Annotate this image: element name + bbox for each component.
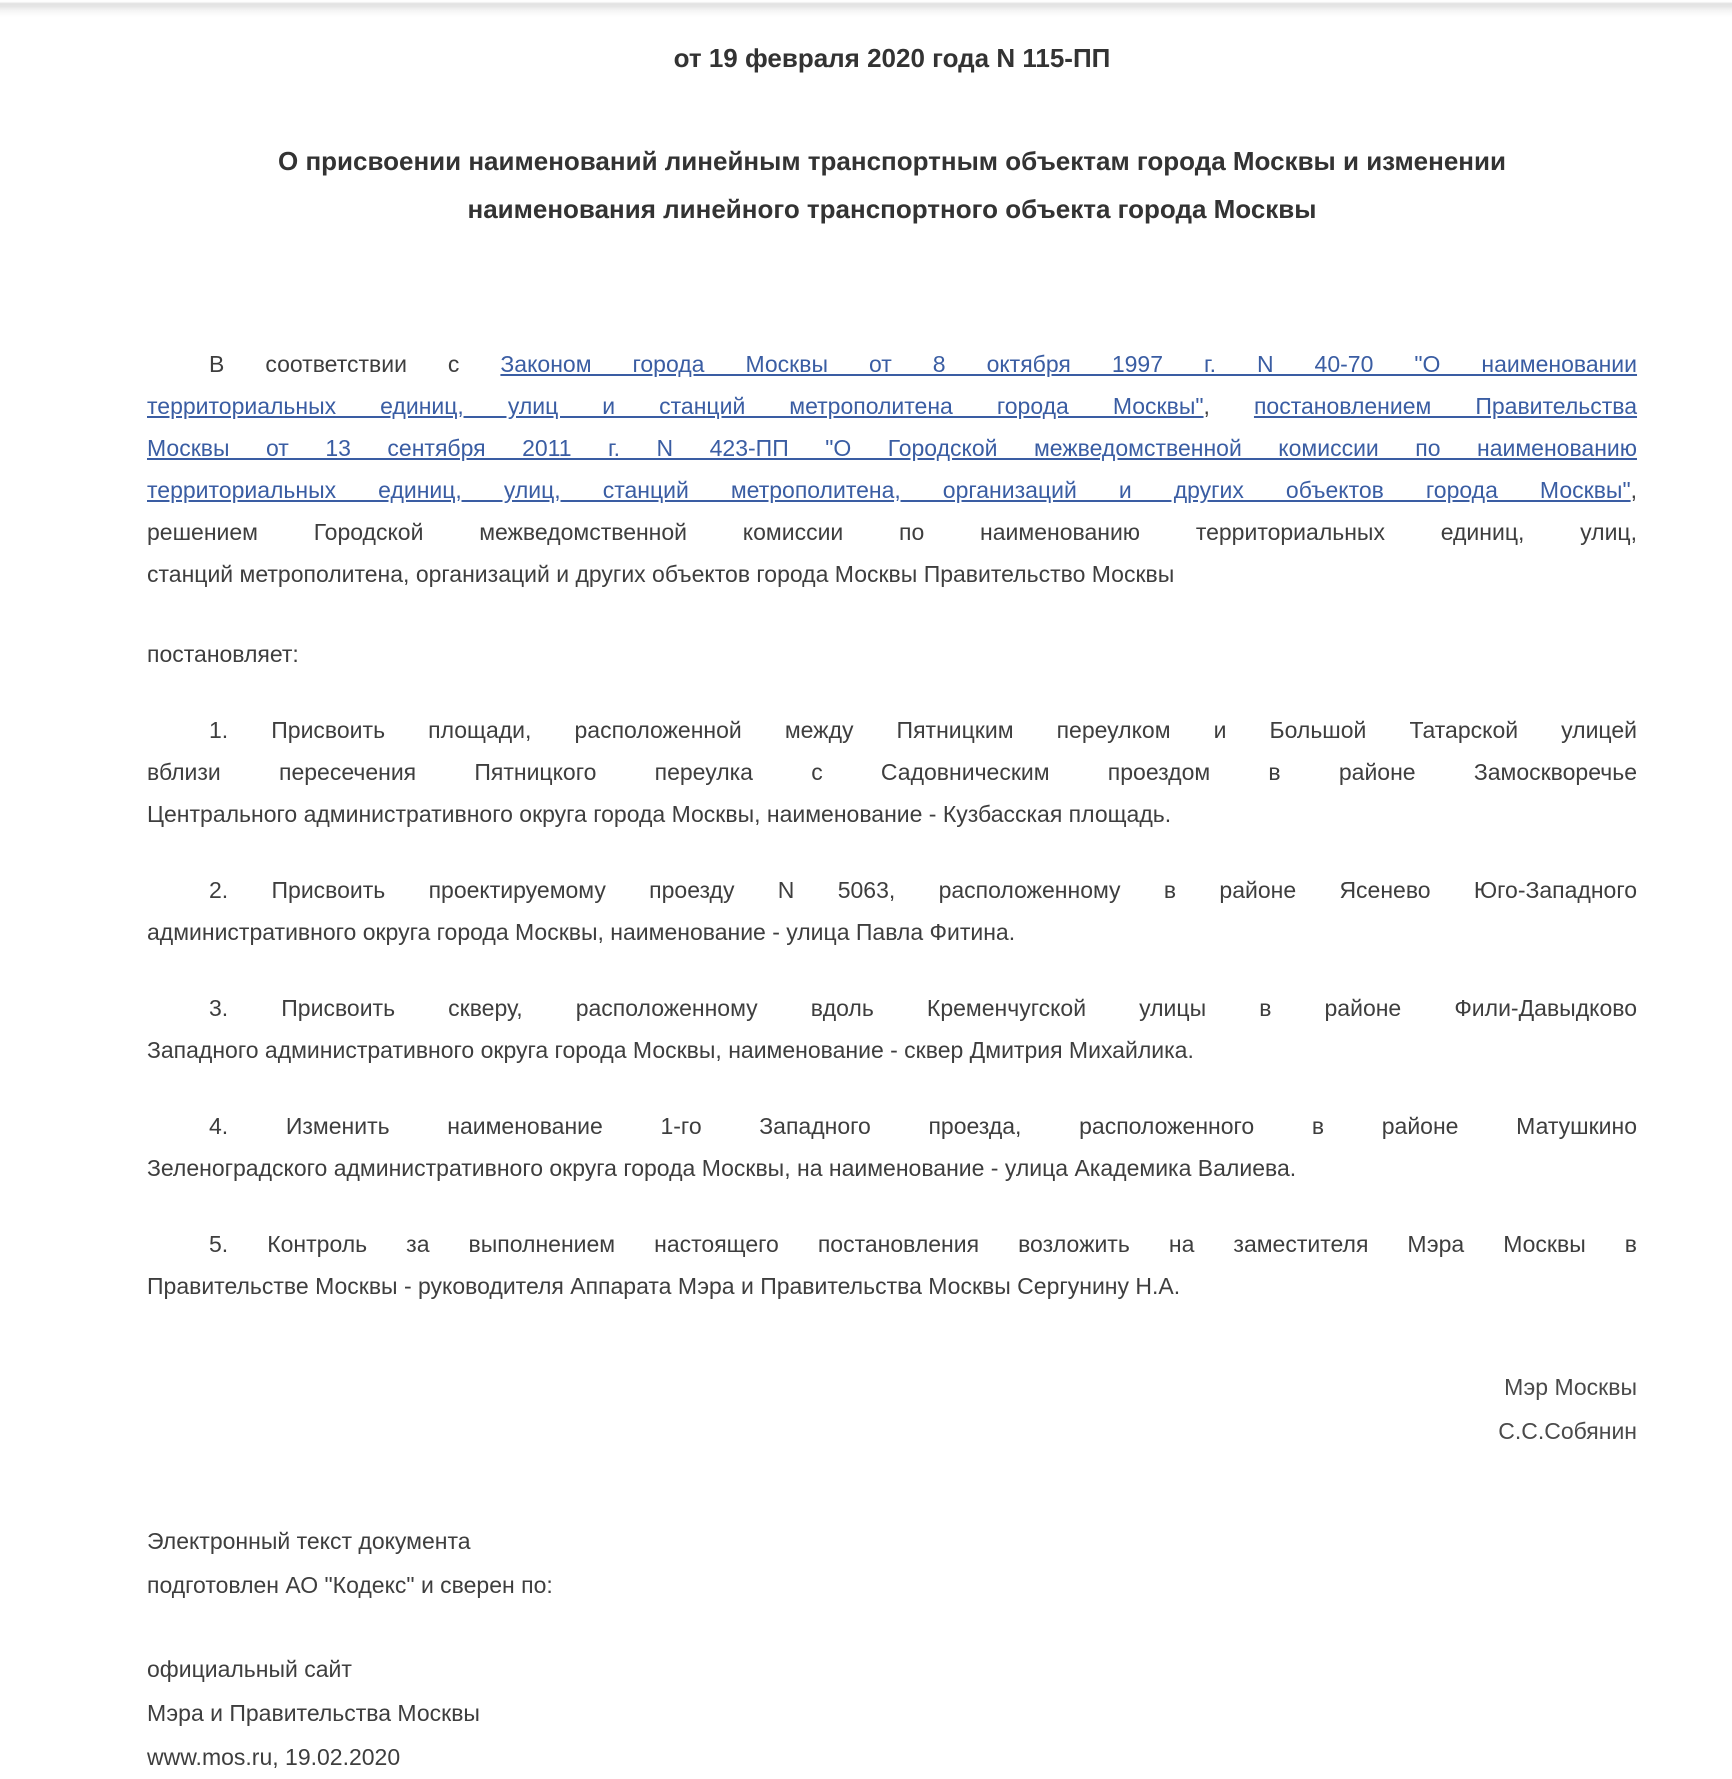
paragraph-text: Западного административного округа города Москвы, наименование - сквер Дмитрия Михайлика. — [147, 1037, 1194, 1063]
paragraph-text: , — [1203, 393, 1254, 419]
document-link[interactable]: постановлением Правительства — [1253, 393, 1638, 419]
paragraph-text: Зеленоградского административного округа города Москвы, на наименование - улица Академика Валиева. — [147, 1155, 1297, 1181]
document-title-line2: наименования линейного транспортного объекта города Москвы — [467, 194, 1317, 224]
paragraph-text: станций метрополитена, организаций и других объектов города Москвы Правительство Москвы — [147, 561, 1175, 587]
paragraph-text: вблизи пересечения Пятницкого переулка с Садовническим проездом в районе Замоскворечье — [147, 759, 1637, 785]
paragraph-line — [147, 469, 1637, 511]
footer-source-url-date: www.mos.ru, 19.02.2020 — [147, 1744, 401, 1770]
paragraph-line — [147, 385, 1637, 427]
document-date-heading: от 19 февраля 2020 года N 115-ПП — [673, 43, 1111, 73]
footer-source-block — [147, 1647, 1637, 1779]
paragraph-line — [147, 427, 1637, 469]
paragraph-line — [147, 553, 1637, 595]
paragraph-text: В соответствии с — [209, 351, 501, 377]
decree-item-1 — [147, 709, 1637, 835]
paragraph-line — [147, 1105, 1637, 1147]
paragraph-line — [147, 511, 1637, 553]
decree-document — [0, 37, 1732, 1779]
page-top-border — [0, 0, 1732, 17]
document-link[interactable]: территориальных единиц, улиц, станций метрополитена, организаций и других объектов города Москвы" — [147, 477, 1631, 503]
paragraph-line — [147, 869, 1637, 911]
paragraph-text: 5. Контроль за выполнением настоящего постановления возложить на заместителя Мэра Москвы в — [209, 1231, 1637, 1257]
paragraph-text: 2. Присвоить проектируемому проезду N 5063, расположенному в районе Ясенево Юго-Западного — [209, 877, 1637, 903]
paragraph-text: 1. Присвоить площади, расположенной между Пятницким переулком и Большой Татарской улицей — [209, 717, 1637, 743]
signature-role: Мэр Москвы — [1504, 1374, 1637, 1400]
resolution-word: постановляет: — [147, 641, 299, 667]
document-title — [147, 137, 1637, 233]
decree-item-2 — [147, 869, 1637, 953]
paragraph-line — [147, 911, 1637, 953]
footer-prepared-line1: Электронный текст документа — [147, 1528, 471, 1554]
paragraph-text: 4. Изменить наименование 1-го Западного проезда, расположенного в районе Матушкино — [209, 1113, 1637, 1139]
footer-source-owner: Мэра и Правительства Москвы — [147, 1700, 480, 1726]
decree-item-4 — [147, 1105, 1637, 1189]
intro-paragraph — [147, 343, 1637, 595]
paragraph-line — [147, 1147, 1637, 1189]
signature-name: С.С.Собянин — [1498, 1418, 1637, 1444]
paragraph-line — [147, 343, 1637, 385]
paragraph-text: решением Городской межведомственной комиссии по наименованию территориальных единиц, улиц, — [147, 519, 1637, 545]
paragraph-line — [147, 709, 1637, 751]
signature-block — [147, 1365, 1637, 1453]
paragraph-line — [147, 1223, 1637, 1265]
footer-source-site: официальный сайт — [147, 1656, 352, 1682]
decree-item-5 — [147, 1223, 1637, 1307]
footer-prepared-block — [147, 1519, 1637, 1607]
document-link[interactable]: территориальных единиц, улиц и станций метрополитена города Москвы" — [147, 393, 1204, 419]
decree-item-3 — [147, 987, 1637, 1071]
paragraph-line — [147, 1265, 1637, 1307]
paragraph-text: 3. Присвоить скверу, расположенному вдоль Кременчугской улицы в районе Фили-Давыдково — [209, 995, 1637, 1021]
document-title-line1: О присвоении наименований линейным транспортным объектам города Москвы и изменении — [278, 146, 1506, 176]
footer-prepared-line2: подготовлен АО "Кодекс" и сверен по: — [147, 1572, 553, 1598]
document-link[interactable]: Москвы от 13 сентября 2011 г. N 423-ПП "О Городской межведомственной комиссии по наименованию — [147, 435, 1637, 461]
document-link[interactable]: Законом города Москвы от 8 октября 1997 г. N 40-70 "О наименовании — [500, 351, 1638, 377]
paragraph-line — [147, 987, 1637, 1029]
paragraph-text: , — [1630, 477, 1637, 503]
paragraph-line — [147, 793, 1637, 835]
paragraph-line — [147, 1029, 1637, 1071]
paragraph-text: административного округа города Москвы, наименование - улица Павла Фитина. — [147, 919, 1016, 945]
paragraph-text: Центрального административного округа города Москвы, наименование - Кузбасская площадь. — [147, 801, 1172, 827]
paragraph-text: Правительстве Москвы - руководителя Аппарата Мэра и Правительства Москвы Сергунину Н.А. — [147, 1273, 1181, 1299]
paragraph-line — [147, 751, 1637, 793]
